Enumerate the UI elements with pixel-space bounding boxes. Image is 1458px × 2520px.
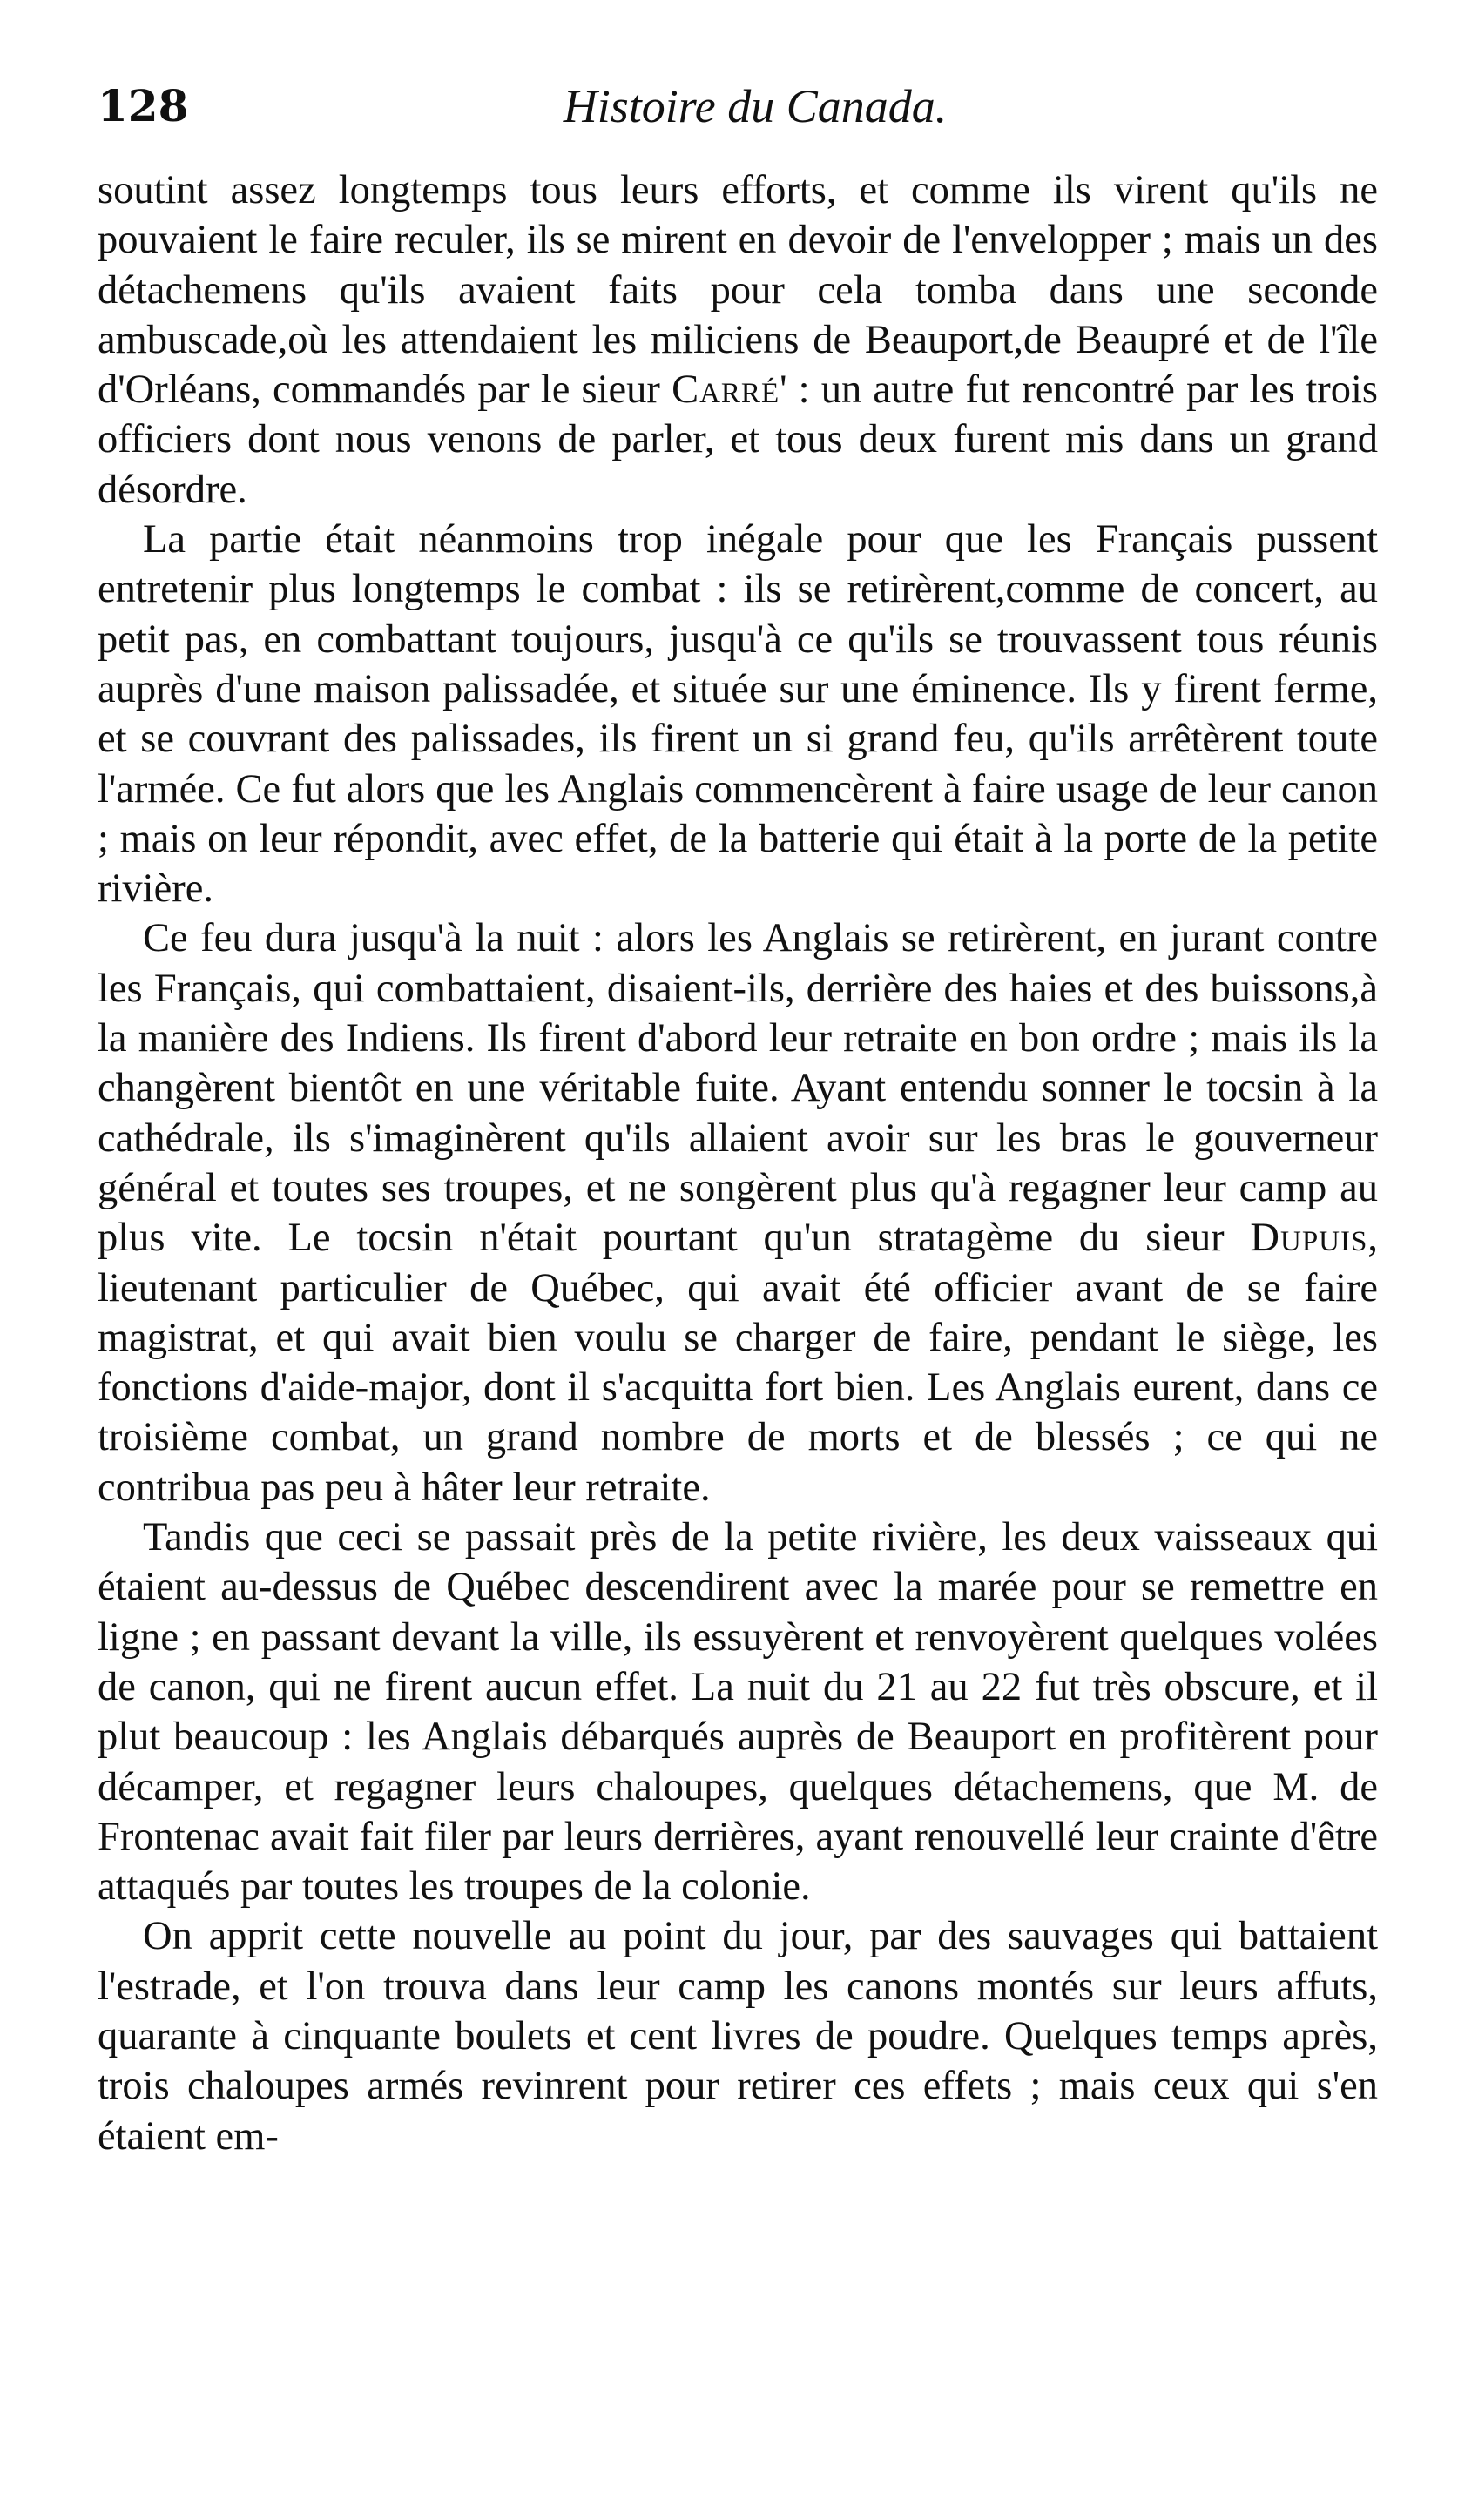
page-number: 128 (98, 80, 189, 131)
paragraph-text: Ce feu dura jusqu'à la nuit : alors les Anglais se retirèrent, en jurant contre les Français, qui combattaient, disaient-ils, derrière des haies et des buissons,à la manière des Indiens. Ils firent d'abord leur retraite en bon ordre ; mais ils la changèrent bientôt en une véritable fuite. Ayant entendu sonner le tocsin à la cathédrale, ils s'imaginèrent qu'ils allaient avoir sur les bras le gouverneur général et toutes ses troupes, et ne songèrent plus qu'à regagner leur camp au plus vite. Le tocsin n'était pourtant qu'un stratagème du sieur (98, 916, 1378, 1261)
paragraph (98, 515, 1378, 913)
paragraph (98, 1513, 1378, 1911)
paragraph (98, 913, 1378, 1513)
running-head (98, 71, 1378, 141)
paragraph (98, 165, 1378, 515)
paragraph-text: La partie était néanmoins trop inégale pour que les Français pussent entretenir plus longtemps le combat : ils se retirèrent,comme de concert, au petit pas, en combattant toujours, jusqu'à ce qu'ils se trouvassent tous réunis auprès d'une maison palissadée, et située sur une éminence. Ils y firent ferme, et se couvrant des palissades, ils firent un si grand feu, qu'ils arrêtèrent toute l'armée. Ce fut alors que les Anglais commencèrent à faire usage de leur canon ; mais on leur répondit, avec effet, de la batterie qui était à la porte de la petite rivière. (98, 517, 1378, 912)
paragraph (98, 1911, 1378, 2160)
running-title: Histoire du Canada. (563, 80, 948, 132)
proper-name: Carré (672, 367, 780, 413)
paragraph-text: Tandis que ceci se passait près de la petite rivière, les deux vaisseaux qui étaient au-dessus de Québec descendirent avec la marée pour se remettre en ligne ; en passant devant la ville, ils essuyèrent et renvoyèrent quelques volées de canon, qui ne firent aucun effet. La nuit du 21 au 22 fut très obscure, et il plut beaucoup : les Anglais débarqués auprès de Beauport en profitèrent pour décamper, et regagner leurs chaloupes, quelques détachemens, que M. de Frontenac avait fait filer par leurs derrières, ayant renouvellé leur crainte d'être attaqués par toutes les troupes de la colonie. (98, 1515, 1378, 1910)
paragraph-text: ' : un autre fut rencontré par les trois officiers dont nous venons de parler, et tous deux furent mis dans un grand désordre. (98, 367, 1378, 512)
paragraph-text: soutint assez longtemps tous leurs efforts, et comme ils virent qu'ils ne pouvaient le faire reculer, ils se mirent en devoir de l'envelopper ; mais un des détachemens qu'ils avaient faits pour cela tomba dans une seconde ambuscade,où les attendaient les miliciens de Beauport,de Beaupré et de l'île d'Orléans, commandés par le sieur (98, 168, 1378, 413)
paragraph-text: On apprit cette nouvelle au point du jour, par des sauvages qui battaient l'estrade, et l'on trouva dans leur camp les canons montés sur leurs affuts, quarante à cinquante boulets et cent livres de poudre. Quelques temps après, trois chaloupes armés revinrent pour retirer ces effets ; mais ceux qui s'en étaient em- (98, 1914, 1378, 2159)
paragraph-text: , lieutenant particulier de Québec, qui avait été officier avant de se faire magistrat, et qui avait bien voulu se charger de faire, pendant le siège, les fonctions d'aide-major, dont il s'acquitta fort bien. Les Anglais eurent, dans ce troisième combat, un grand nombre de morts et de blessés ; ce qui ne contribua pas peu à hâter leur retraite. (98, 1216, 1378, 1510)
proper-name: Dupuis (1250, 1216, 1368, 1261)
body-text (98, 165, 1378, 2161)
